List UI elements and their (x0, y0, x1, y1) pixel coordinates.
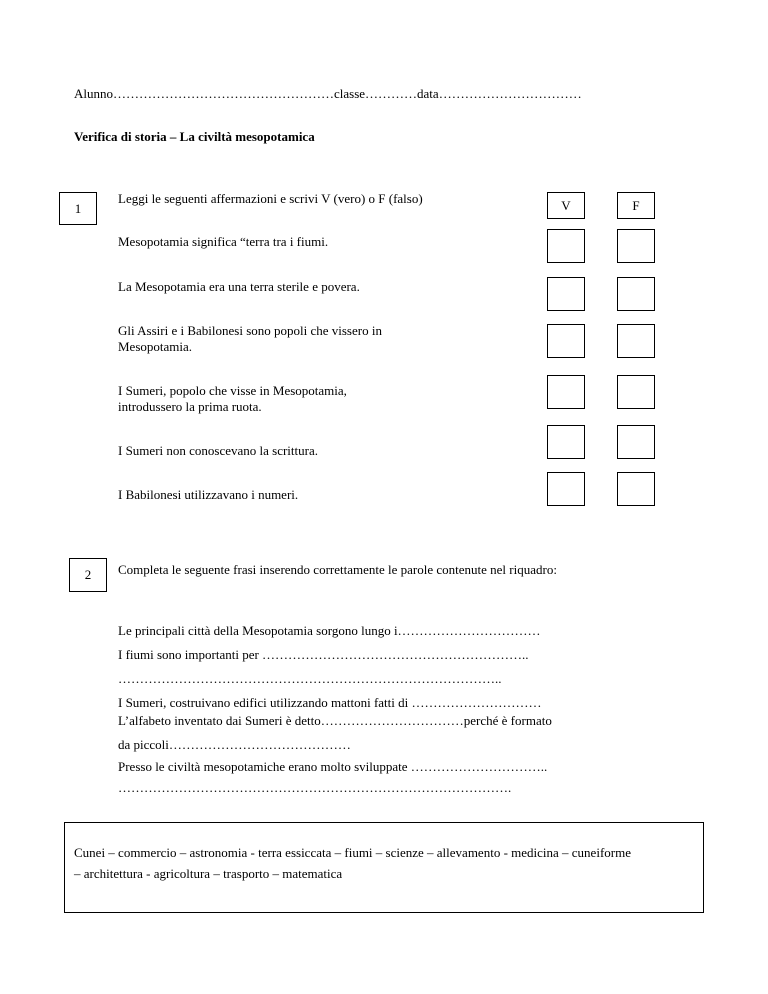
fill-line-1: Le principali città della Mesopotamia sorgono lungo i…………………………… (118, 623, 541, 638)
statement-3-true-checkbox[interactable] (547, 324, 585, 358)
statement-5-false-checkbox[interactable] (617, 425, 655, 459)
statement-3-line-1: Gli Assiri e i Babilonesi sono popoli che vissero in (118, 323, 382, 338)
statement-2-false-checkbox[interactable] (617, 277, 655, 311)
fill-line-5: L’alfabeto inventato dai Sumeri è detto……………………………perché è formato (118, 713, 552, 728)
statement-2-true-checkbox[interactable] (547, 277, 585, 311)
statement-5: I Sumeri non conoscevano la scrittura. (118, 443, 318, 458)
statement-6-true-checkbox[interactable] (547, 472, 585, 506)
statement-4-line-2: introdussero la prima ruota. (118, 399, 262, 414)
statement-1: Mesopotamia significa “terra tra i fiumi. (118, 234, 329, 249)
statement-6-false-checkbox[interactable] (617, 472, 655, 506)
statement-1-false-checkbox[interactable] (617, 229, 655, 263)
fill-line-2: I fiumi sono importanti per …………………………………………………….. (118, 647, 529, 662)
statement-3-line-2: Mesopotamia. (118, 339, 193, 354)
fill-line-7: Presso le civiltà mesopotamiche erano molto sviluppate ………………………….. (118, 759, 548, 774)
word-bank-line-1: Cunei – commercio – astronomia - terra essiccata – fiumi – scienze – allevamento - medicina – cuneiforme (74, 845, 631, 860)
statement-6: I Babilonesi utilizzavano i numeri. (118, 487, 299, 502)
statement-3-false-checkbox[interactable] (617, 324, 655, 358)
statement-4-false-checkbox[interactable] (617, 375, 655, 409)
column-header-false: F (617, 192, 655, 219)
statement-5-true-checkbox[interactable] (547, 425, 585, 459)
column-header-true: V (547, 192, 585, 219)
statement-4-true-checkbox[interactable] (547, 375, 585, 409)
statement-4-line-1: I Sumeri, popolo che visse in Mesopotamia, (118, 383, 347, 398)
fill-line-3: …………………………………………………………………………….. (118, 671, 502, 686)
statement-2: La Mesopotamia era una terra sterile e povera. (118, 279, 360, 294)
fill-line-4: I Sumeri, costruivano edifici utilizzando mattoni fatti di ………………………… (118, 695, 542, 710)
exercise-1-number: 1 (59, 192, 97, 225)
word-bank-line-2: – architettura - agricoltura – trasporto – matematica (74, 866, 343, 881)
statement-1-true-checkbox[interactable] (547, 229, 585, 263)
exercise-2-number: 2 (69, 558, 107, 592)
page-title: Verifica di storia – La civiltà mesopotamica (74, 129, 315, 144)
exercise-2-instruction: Completa le seguente frasi inserendo correttamente le parole contenute nel riquadro: (118, 562, 557, 577)
fill-line-6: da piccoli…………………………………… (118, 737, 351, 752)
fill-line-8: ………………………………………………………………………………. (118, 780, 512, 795)
exercise-1-instruction: Leggi le seguenti affermazioni e scrivi V (vero) o F (falso) (118, 191, 423, 206)
student-info-line: Alunno……………………………………………classe…………data…………………………… (74, 86, 582, 101)
